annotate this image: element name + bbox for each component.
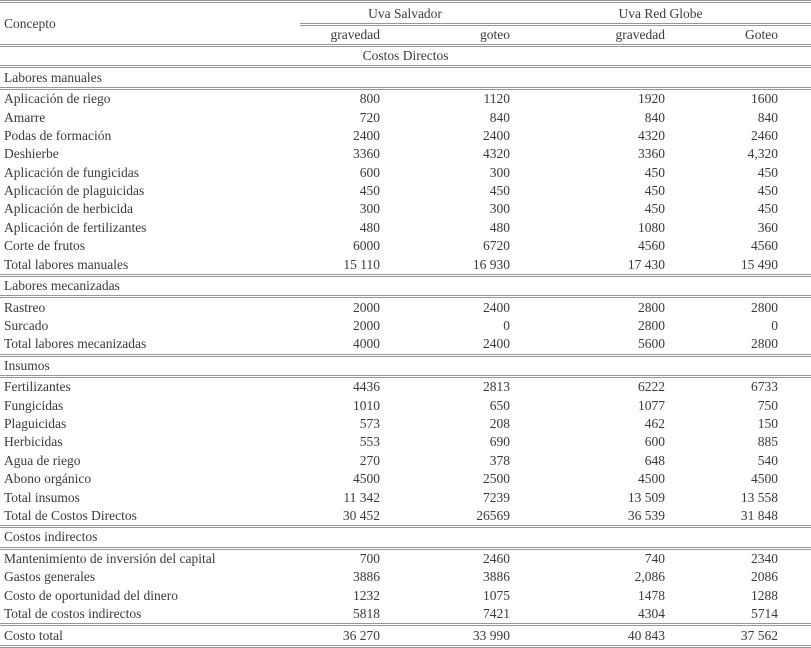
value-cell: 270 — [359, 452, 380, 468]
value-cell: 300 — [489, 164, 511, 180]
concept-label: Plaguicidas — [4, 416, 67, 432]
value-cell: 4500 — [751, 471, 779, 487]
table-row — [0, 377, 811, 397]
value-cell: 4320 — [638, 127, 666, 143]
value-cell: 1600 — [751, 91, 779, 107]
value-cell: 840 — [644, 109, 666, 125]
concept-label: Amarre — [4, 109, 46, 125]
concept-label: Herbicidas — [4, 434, 63, 450]
value-cell: 4000 — [353, 336, 380, 352]
table-row — [0, 317, 811, 335]
value-cell: 6222 — [638, 379, 666, 395]
table-row — [0, 452, 811, 470]
subheader-redglobe-gravedad: gravedad — [510, 25, 665, 46]
value-cell: 750 — [757, 397, 779, 413]
section-row — [0, 527, 811, 548]
table-row — [0, 145, 811, 163]
value-cell: 33 990 — [380, 625, 510, 647]
value-cell: 2340 — [751, 550, 779, 566]
value-cell: 4560 — [638, 238, 666, 254]
value-cell: 2460 — [751, 127, 779, 143]
value-cell: 480 — [489, 219, 511, 235]
subheader-salvador-goteo: goteo — [380, 25, 510, 46]
value-cell: 2400 — [483, 127, 511, 143]
value-cell: 540 — [757, 452, 779, 468]
table-row — [0, 488, 811, 506]
value-cell: 5600 — [638, 336, 666, 352]
concept-label: Surcado — [4, 317, 49, 333]
value-cell: 2800 — [751, 299, 779, 315]
value-cell: 462 — [644, 416, 666, 432]
concept-label: Total de Costos Directos — [4, 507, 137, 523]
group-header-uva-salvador: Uva Salvador — [300, 2, 510, 25]
value-cell: 30 452 — [342, 507, 380, 523]
value-cell: 4436 — [353, 379, 380, 395]
value-cell: 480 — [359, 219, 380, 235]
subheader-salvador-gravedad: gravedad — [300, 25, 380, 46]
value-cell: 150 — [757, 416, 779, 432]
section-label: Insumos — [0, 355, 811, 376]
value-cell: 553 — [359, 434, 380, 450]
value-cell: 450 — [757, 201, 779, 217]
value-cell: 4560 — [751, 238, 779, 254]
value-cell: 36 539 — [627, 507, 666, 523]
value-cell: 0 — [503, 317, 511, 333]
value-cell: 2800 — [638, 299, 666, 315]
concept-column-header: Concepto — [0, 2, 300, 46]
table-row — [0, 470, 811, 488]
value-cell: 1080 — [638, 219, 666, 235]
value-cell: 840 — [489, 109, 511, 125]
value-cell: 15 490 — [740, 256, 779, 272]
value-cell: 1010 — [353, 397, 380, 413]
value-cell: 4500 — [353, 471, 380, 487]
value-cell: 650 — [489, 397, 511, 413]
value-cell: 1120 — [483, 91, 511, 107]
value-cell: 450 — [757, 164, 779, 180]
table-row — [0, 237, 811, 255]
section-label: Labores mecanizadas — [0, 275, 811, 296]
value-cell: 5818 — [353, 606, 380, 622]
value-cell: 31 848 — [740, 507, 779, 523]
value-cell: 13 558 — [740, 489, 779, 505]
value-cell: 2400 — [483, 299, 511, 315]
value-cell: 4304 — [638, 606, 666, 622]
table-row — [0, 507, 811, 527]
value-cell: 3360 — [353, 146, 380, 162]
value-cell: 2086 — [751, 569, 779, 585]
value-cell: 6733 — [751, 379, 779, 395]
concept-label: Costo de oportunidad del dinero — [4, 587, 178, 603]
value-cell: 26569 — [476, 507, 511, 523]
concept-label: Total de costos indirectos — [4, 606, 142, 622]
value-cell: 2400 — [483, 336, 511, 352]
table-row — [0, 182, 811, 200]
value-cell: 450 — [757, 183, 779, 199]
value-cell: 3886 — [483, 569, 511, 585]
value-cell: 2500 — [483, 471, 511, 487]
value-cell: 2000 — [353, 299, 380, 315]
concept-label: Aplicación de fungicidas — [4, 164, 139, 180]
value-cell: 1232 — [353, 587, 380, 603]
value-cell: 6000 — [353, 238, 380, 254]
value-cell: 720 — [359, 109, 380, 125]
table-row — [0, 548, 811, 568]
concept-label: Agua de riego — [4, 452, 81, 468]
section-row — [0, 67, 811, 88]
value-cell: 16 930 — [472, 256, 511, 272]
value-cell: 2400 — [353, 127, 380, 143]
table-row — [0, 88, 811, 108]
table-row — [0, 433, 811, 451]
value-cell: 17 430 — [627, 256, 666, 272]
value-cell: 700 — [359, 550, 380, 566]
value-cell: 36 270 — [300, 625, 380, 647]
concept-label: Mantenimiento de inversión del capital — [4, 550, 216, 566]
header-group-row — [0, 2, 811, 25]
banner-row — [0, 46, 811, 67]
value-cell: 2800 — [751, 336, 779, 352]
table-row — [0, 297, 811, 317]
concept-label: Aplicación de herbicida — [4, 201, 133, 217]
value-cell: 2800 — [638, 317, 666, 333]
table-row — [0, 127, 811, 145]
concept-label: Aplicación de fertilizantes — [4, 219, 147, 235]
value-cell: 7421 — [483, 606, 511, 622]
concept-label: Rastreo — [4, 299, 46, 315]
section-row — [0, 355, 811, 376]
value-cell: 2000 — [353, 317, 380, 333]
value-cell: 4,320 — [747, 146, 779, 162]
value-cell: 2813 — [483, 379, 511, 395]
table-row — [0, 335, 811, 355]
concept-label: Aplicación de riego — [4, 91, 111, 107]
value-cell: 15 110 — [343, 256, 380, 272]
value-cell: 450 — [359, 183, 380, 199]
value-cell: 450 — [644, 164, 666, 180]
section-label: Labores manuales — [0, 67, 811, 88]
table-row — [0, 255, 811, 275]
table-row — [0, 219, 811, 237]
value-cell: 450 — [644, 183, 666, 199]
value-cell: 600 — [359, 164, 380, 180]
table-row — [0, 164, 811, 182]
concept-label: Corte de frutos — [4, 238, 85, 254]
value-cell: 1077 — [638, 397, 666, 413]
table-row — [0, 200, 811, 218]
table-body — [0, 46, 811, 647]
table-row — [0, 108, 811, 126]
section-row — [0, 275, 811, 296]
value-cell: 450 — [644, 201, 666, 217]
table-row — [0, 605, 811, 625]
value-cell: 7239 — [483, 489, 511, 505]
value-cell: 6720 — [483, 238, 511, 254]
value-cell: 37 562 — [665, 625, 811, 647]
value-cell: 0 — [771, 317, 779, 333]
concept-label: Total labores manuales — [4, 256, 129, 272]
value-cell: 5714 — [751, 606, 779, 622]
concept-label: Deshierbe — [4, 146, 59, 162]
table-row — [0, 568, 811, 586]
value-cell: 1920 — [638, 91, 666, 107]
concept-label: Fertilizantes — [4, 379, 71, 395]
table-row — [0, 586, 811, 604]
value-cell: 2460 — [483, 550, 511, 566]
value-cell: 2,086 — [634, 569, 666, 585]
value-cell: 690 — [489, 434, 511, 450]
group-header-uva-red-globe: Uva Red Globe — [510, 2, 811, 25]
value-cell: 4320 — [483, 146, 511, 162]
concept-label: Costo total — [0, 625, 300, 647]
value-cell: 1478 — [638, 587, 666, 603]
value-cell: 4500 — [638, 471, 666, 487]
value-cell: 648 — [644, 452, 666, 468]
value-cell: 40 843 — [510, 625, 665, 647]
section-label: Costos indirectos — [0, 527, 811, 548]
table-row — [0, 396, 811, 414]
value-cell: 3360 — [638, 146, 666, 162]
value-cell: 360 — [757, 219, 779, 235]
value-cell: 885 — [757, 434, 779, 450]
value-cell: 573 — [359, 416, 380, 432]
concept-label: Aplicación de plaguicidas — [4, 183, 145, 199]
concept-label: Total labores mecanizadas — [4, 336, 147, 352]
banner-label: Costos Directos — [0, 46, 811, 67]
value-cell: 450 — [489, 183, 511, 199]
value-cell: 11 342 — [343, 489, 380, 505]
value-cell: 300 — [359, 201, 380, 217]
value-cell: 1075 — [483, 587, 511, 603]
value-cell: 740 — [644, 550, 666, 566]
concept-label: Podas de formación — [4, 127, 112, 143]
concept-label: Total insumos — [4, 489, 80, 505]
concept-label: Gastos generales — [4, 569, 96, 585]
value-cell: 1288 — [751, 587, 779, 603]
value-cell: 3886 — [353, 569, 380, 585]
value-cell: 208 — [489, 416, 511, 432]
value-cell: 600 — [644, 434, 666, 450]
value-cell: 300 — [489, 201, 511, 217]
value-cell: 840 — [757, 109, 779, 125]
value-cell: 800 — [359, 91, 380, 107]
subheader-redglobe-goteo: Goteo — [665, 25, 811, 46]
table-row — [0, 625, 811, 647]
value-cell: 13 509 — [627, 489, 666, 505]
concept-label: Abono orgánico — [4, 471, 92, 487]
value-cell: 378 — [489, 452, 511, 468]
concept-label: Fungicidas — [4, 397, 64, 413]
table-row — [0, 415, 811, 433]
